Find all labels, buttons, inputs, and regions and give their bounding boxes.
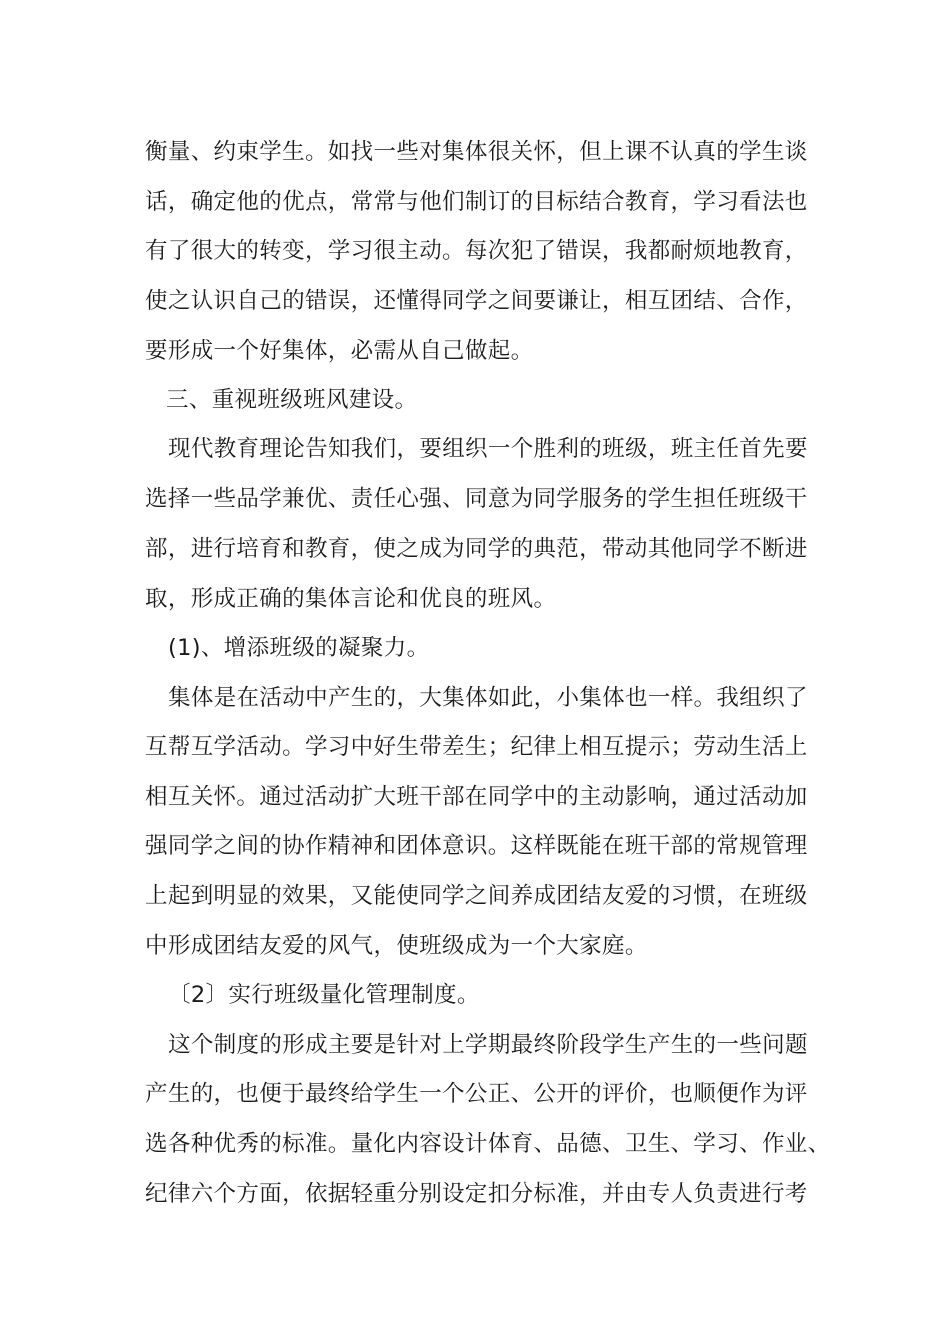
text-line: 纪律六个方面，依据轻重分别设定扣分标准，并由专人负责进行考 <box>145 1181 808 1207</box>
text-line: 现代教育理论告知我们，要组织一个胜利的班级，班主任首先要 <box>168 436 808 462</box>
text-line: 部，进行培育和教育，使之成为同学的典范，带动其他同学不断进 <box>145 536 808 562</box>
text-line: 取，形成正确的集体言论和优良的班风。 <box>145 586 557 612</box>
subsection-heading: 〔2〕实行班级量化管理制度。 <box>168 982 480 1008</box>
text-line: 强同学之间的协作精神和团体意识。这样既能在班干部的常规管理 <box>145 833 808 859</box>
text-line: 相互关怀。通过活动扩大班干部在同学中的主动影响，通过活动加 <box>145 784 808 810</box>
text-line: 产生的，也便于最终给学生一个公正、公开的评价，也顺便作为评 <box>145 1081 808 1107</box>
text-line: 衡量、约束学生。如找一些对集体很关怀，但上课不认真的学生谈 <box>145 139 808 165</box>
subsection-heading: (1)、增添班级的凝聚力。 <box>168 635 430 661</box>
text-line: 使之认识自己的错误，还懂得同学之间要谦让，相互团结、合作， <box>145 288 808 314</box>
text-line: 互帮互学活动。学习中好生带差生；纪律上相互提示；劳动生活上 <box>145 734 808 760</box>
section-heading: 三、重视班级班风建设。 <box>166 387 418 413</box>
text-line: 集体是在活动中产生的，大集体如此，小集体也一样。我组织了 <box>168 685 808 711</box>
text-line: 选各种优秀的标准。量化内容设计体育、品德、卫生、学习、作业、 <box>145 1131 831 1157</box>
text-line: 选择一些品学兼优、责任心强、同意为同学服务的学生担任班级干 <box>145 486 808 512</box>
text-line: 有了很大的转变，学习很主动。每次犯了错误，我都耐烦地教育， <box>145 238 808 264</box>
text-line: 话，确定他的优点，常常与他们制订的目标结合教育，学习看法也 <box>145 189 808 215</box>
text-line: 要形成一个好集体，必需从自己做起。 <box>145 338 534 364</box>
text-line: 上起到明显的效果，又能使同学之间养成团结友爱的习惯，在班级 <box>145 883 808 909</box>
text-line: 这个制度的形成主要是针对上学期最终阶段学生产生的一些问题 <box>168 1032 808 1058</box>
text-line: 中形成团结友爱的风气，使班级成为一个大家庭。 <box>145 933 648 959</box>
